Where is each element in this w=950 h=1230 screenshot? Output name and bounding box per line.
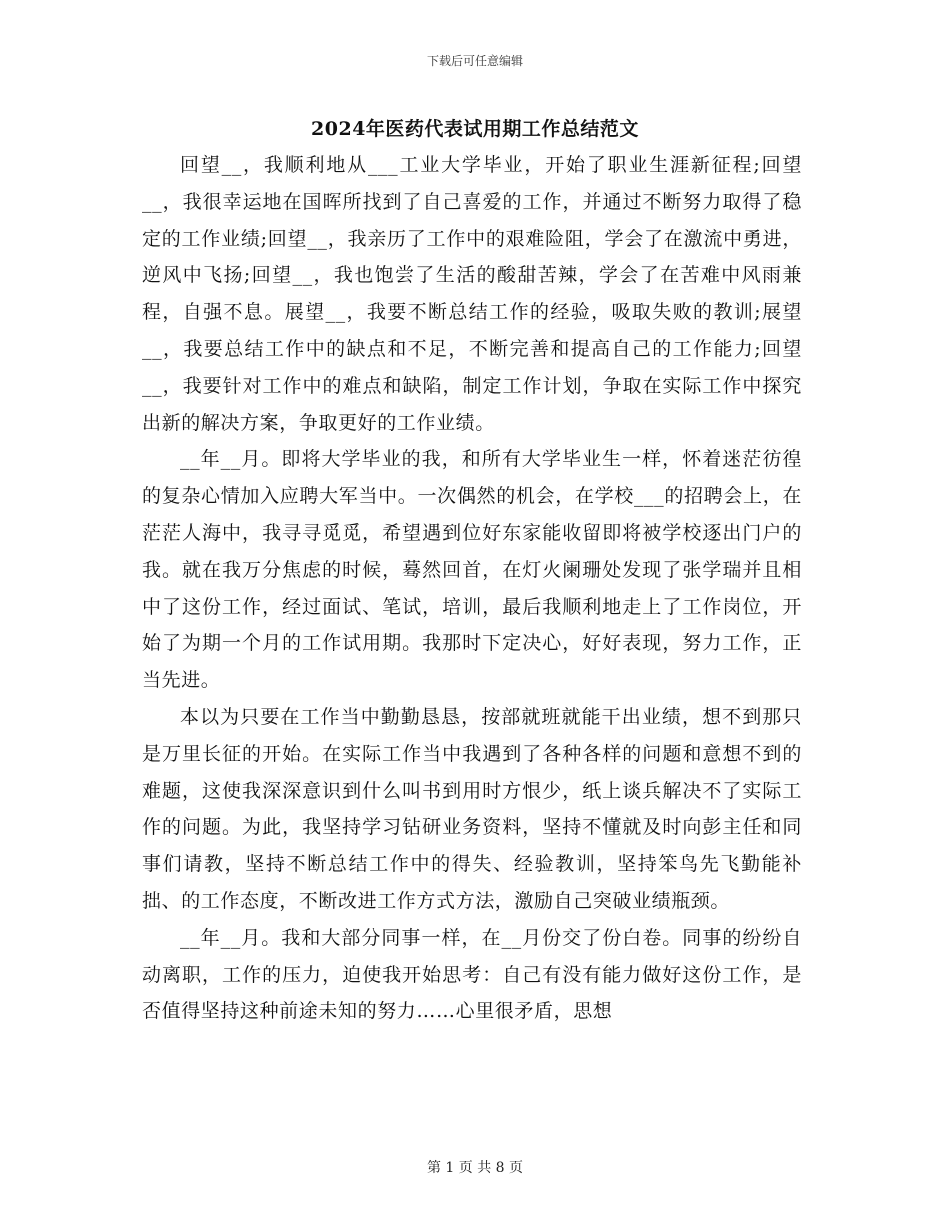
paragraph-3: 本以为只要在工作当中勤勤恳恳，按部就班就能干出业绩，想不到那只是万里长征的开始。在实际工作当中我遇到了各种各样的问题和意想不到的难题，这使我深深意识到什么叫书到用时方恨少，纸上谈兵解决不了实际工作的问题。为此，我坚持学习钻研业务资料，坚持不懂就及时向彭主任和同事们请教，坚持不断总结工作中的得失、经验教训，坚持笨鸟先飞勤能补拙、的工作态度，不断改进工作方式方法，激励自己突破业绩瓶颈。 (142, 705, 802, 912)
paragraph-4: __年__月。我和大部分同事一样，在__月份交了份白卷。同事的纷纷自动离职，工作的压力，迫使我开始思考：自己有没有能力做好这份工作，是否值得坚持这种前途未知的努力……心里很矛盾，思想 (142, 926, 802, 1023)
document-body (142, 147, 802, 1030)
page-number-footer: 第 1 页 共 8 页 (426, 1160, 524, 1176)
document-title: 2024年医药代表试用期工作总结范文 (311, 118, 639, 140)
header-note: 下载后可任意编辑 (426, 54, 523, 68)
paragraph-1: 回望__，我顺利地从___工业大学毕业，开始了职业生涯新征程;回望__，我很幸运地在国晖所找到了自己喜爱的工作，并通过不断努力取得了稳定的工作业绩;回望__，我亲历了工作中的艰难险阻，学会了在激流中勇进，逆风中飞扬;回望__，我也饱尝了生活的酸甜苦辣，学会了在苦难中风雨兼程，自强不息。展望__，我要不断总结工作的经验，吸取失败的教训;展望__，我要总结工作中的缺点和不足，不断完善和提高自己的工作能力;回望__，我要针对工作中的难点和缺陷，制定工作计划，争取在实际工作中探究出新的解决方案，争取更好的工作业绩。 (142, 154, 802, 434)
paragraph-2: __年__月。即将大学毕业的我，和所有大学毕业生一样，怀着迷茫彷徨的复杂心情加入应聘大军当中。一次偶然的机会，在学校___的招聘会上，在茫茫人海中，我寻寻觅觅，希望遇到位好东家能收留即将被学校逐出门户的我。就在我万分焦虑的时候，蓦然回首，在灯火阑珊处发现了张学瑞并且相中了这份工作，经过面试、笔试，培训，最后我顺利地走上了工作岗位，开始了为期一个月的工作试用期。我那时下定决心，好好表现，努力工作，正当先进。 (142, 448, 802, 692)
